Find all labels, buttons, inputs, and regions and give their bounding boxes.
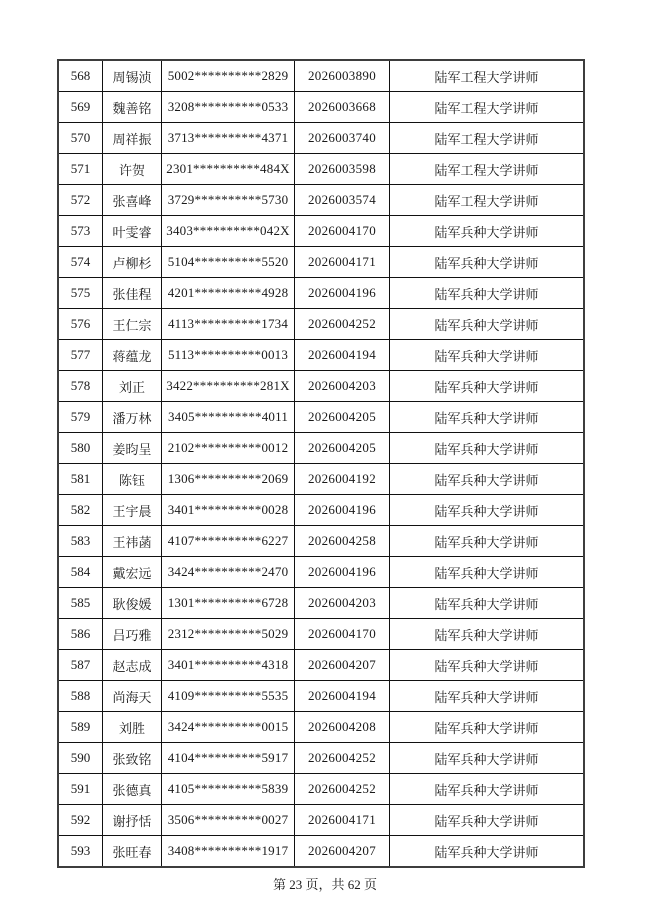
table-row: [58, 92, 584, 123]
cell-id-masked: 3713**********4371: [162, 123, 295, 154]
cell-registration-no: 2026004170: [295, 619, 390, 650]
cell-registration-no: 2026004205: [295, 433, 390, 464]
cell-registration-no: 2026004196: [295, 278, 390, 309]
table-row: [58, 123, 584, 154]
cell-id-masked: 1301**********6728: [162, 588, 295, 619]
cell-name: 潘万林: [103, 402, 162, 433]
cell-id-masked: 2102**********0012: [162, 433, 295, 464]
cell-position: 陆军兵种大学讲师: [390, 836, 585, 868]
cell-index: 576: [58, 309, 103, 340]
cell-index: 568: [58, 60, 103, 92]
cell-registration-no: 2026003598: [295, 154, 390, 185]
cell-position: 陆军兵种大学讲师: [390, 433, 585, 464]
table-row: [58, 278, 584, 309]
cell-index: 587: [58, 650, 103, 681]
cell-position: 陆军兵种大学讲师: [390, 743, 585, 774]
cell-position: 陆军兵种大学讲师: [390, 278, 585, 309]
cell-registration-no: 2026004194: [295, 340, 390, 371]
cell-registration-no: 2026004171: [295, 247, 390, 278]
cell-registration-no: 2026004194: [295, 681, 390, 712]
cell-name: 许贺: [103, 154, 162, 185]
cell-position: 陆军工程大学讲师: [390, 154, 585, 185]
cell-registration-no: 2026003574: [295, 185, 390, 216]
table-row: [58, 154, 584, 185]
table-row: [58, 60, 584, 92]
cell-name: 卢柳杉: [103, 247, 162, 278]
cell-name: 张德真: [103, 774, 162, 805]
cell-registration-no: 2026004207: [295, 836, 390, 868]
cell-name: 张喜峰: [103, 185, 162, 216]
cell-index: 589: [58, 712, 103, 743]
table-row: [58, 743, 584, 774]
cell-name: 周祥振: [103, 123, 162, 154]
cell-id-masked: 3422**********281X: [162, 371, 295, 402]
cell-position: 陆军兵种大学讲师: [390, 309, 585, 340]
cell-name: 尚海天: [103, 681, 162, 712]
table-row: [58, 588, 584, 619]
cell-registration-no: 2026004252: [295, 309, 390, 340]
cell-name: 耿俊媛: [103, 588, 162, 619]
cell-id-masked: 5113**********0013: [162, 340, 295, 371]
cell-id-masked: 4109**********5535: [162, 681, 295, 712]
table-row: [58, 495, 584, 526]
cell-registration-no: 2026004208: [295, 712, 390, 743]
table-row: [58, 557, 584, 588]
cell-registration-no: 2026004207: [295, 650, 390, 681]
cell-name: 魏善铭: [103, 92, 162, 123]
cell-position: 陆军兵种大学讲师: [390, 619, 585, 650]
table-row: [58, 681, 584, 712]
cell-id-masked: 5002**********2829: [162, 60, 295, 92]
cell-registration-no: 2026004170: [295, 216, 390, 247]
cell-position: 陆军工程大学讲师: [390, 92, 585, 123]
cell-registration-no: 2026004258: [295, 526, 390, 557]
cell-name: 张旺春: [103, 836, 162, 868]
cell-id-masked: 3208**********0533: [162, 92, 295, 123]
cell-position: 陆军兵种大学讲师: [390, 495, 585, 526]
cell-index: 590: [58, 743, 103, 774]
table-row: [58, 526, 584, 557]
cell-registration-no: 2026004192: [295, 464, 390, 495]
cell-position: 陆军工程大学讲师: [390, 123, 585, 154]
cell-name: 陈钰: [103, 464, 162, 495]
cell-id-masked: 4201**********4928: [162, 278, 295, 309]
cell-id-masked: 3424**********2470: [162, 557, 295, 588]
cell-name: 刘胜: [103, 712, 162, 743]
table-row: [58, 340, 584, 371]
cell-index: 570: [58, 123, 103, 154]
cell-registration-no: 2026003890: [295, 60, 390, 92]
cell-id-masked: 4104**********5917: [162, 743, 295, 774]
cell-registration-no: 2026003740: [295, 123, 390, 154]
cell-position: 陆军工程大学讲师: [390, 60, 585, 92]
cell-registration-no: 2026004171: [295, 805, 390, 836]
table-row: [58, 371, 584, 402]
cell-id-masked: 2301**********484X: [162, 154, 295, 185]
cell-position: 陆军兵种大学讲师: [390, 588, 585, 619]
table-row: [58, 712, 584, 743]
cell-index: 575: [58, 278, 103, 309]
cell-id-masked: 3408**********1917: [162, 836, 295, 868]
cell-id-masked: 3506**********0027: [162, 805, 295, 836]
cell-index: 574: [58, 247, 103, 278]
cell-index: 588: [58, 681, 103, 712]
cell-registration-no: 2026003668: [295, 92, 390, 123]
cell-name: 周锡浈: [103, 60, 162, 92]
table-row: [58, 464, 584, 495]
cell-id-masked: 4105**********5839: [162, 774, 295, 805]
table-row: [58, 402, 584, 433]
cell-name: 刘正: [103, 371, 162, 402]
cell-index: 573: [58, 216, 103, 247]
cell-position: 陆军兵种大学讲师: [390, 340, 585, 371]
cell-position: 陆军兵种大学讲师: [390, 681, 585, 712]
cell-position: 陆军兵种大学讲师: [390, 464, 585, 495]
cell-id-masked: 3729**********5730: [162, 185, 295, 216]
cell-registration-no: 2026004196: [295, 495, 390, 526]
cell-id-masked: 3401**********0028: [162, 495, 295, 526]
cell-index: 584: [58, 557, 103, 588]
cell-registration-no: 2026004252: [295, 774, 390, 805]
table-row: [58, 619, 584, 650]
cell-name: 赵志成: [103, 650, 162, 681]
applicant-roster-table-wrap: [57, 59, 585, 868]
table-row: [58, 216, 584, 247]
cell-position: 陆军兵种大学讲师: [390, 371, 585, 402]
table-row: [58, 309, 584, 340]
cell-index: 585: [58, 588, 103, 619]
cell-name: 王仁宗: [103, 309, 162, 340]
cell-name: 王祎菡: [103, 526, 162, 557]
page-number-footer: 第 23 页，共 62 页: [272, 877, 377, 892]
cell-index: 572: [58, 185, 103, 216]
cell-position: 陆军兵种大学讲师: [390, 247, 585, 278]
cell-position: 陆军兵种大学讲师: [390, 526, 585, 557]
cell-index: 577: [58, 340, 103, 371]
cell-name: 谢抒恬: [103, 805, 162, 836]
cell-id-masked: 3405**********4011: [162, 402, 295, 433]
cell-index: 583: [58, 526, 103, 557]
table-row: [58, 805, 584, 836]
cell-position: 陆军兵种大学讲师: [390, 650, 585, 681]
cell-id-masked: 2312**********5029: [162, 619, 295, 650]
cell-position: 陆军兵种大学讲师: [390, 216, 585, 247]
cell-id-masked: 3403**********042X: [162, 216, 295, 247]
cell-position: 陆军工程大学讲师: [390, 185, 585, 216]
cell-index: 592: [58, 805, 103, 836]
cell-index: 571: [58, 154, 103, 185]
cell-id-masked: 5104**********5520: [162, 247, 295, 278]
cell-index: 582: [58, 495, 103, 526]
table-row: [58, 185, 584, 216]
applicant-roster-table: [57, 59, 585, 868]
cell-position: 陆军兵种大学讲师: [390, 774, 585, 805]
cell-index: 581: [58, 464, 103, 495]
cell-registration-no: 2026004252: [295, 743, 390, 774]
table-row: [58, 774, 584, 805]
cell-position: 陆军兵种大学讲师: [390, 712, 585, 743]
cell-id-masked: 1306**********2069: [162, 464, 295, 495]
table-row: [58, 247, 584, 278]
cell-name: 吕巧雅: [103, 619, 162, 650]
cell-index: 578: [58, 371, 103, 402]
cell-index: 579: [58, 402, 103, 433]
cell-index: 591: [58, 774, 103, 805]
cell-name: 王宇晨: [103, 495, 162, 526]
table-body: [58, 60, 584, 867]
cell-position: 陆军兵种大学讲师: [390, 557, 585, 588]
cell-registration-no: 2026004203: [295, 588, 390, 619]
cell-id-masked: 4107**********6227: [162, 526, 295, 557]
cell-position: 陆军兵种大学讲师: [390, 402, 585, 433]
cell-position: 陆军兵种大学讲师: [390, 805, 585, 836]
cell-name: 姜昀呈: [103, 433, 162, 464]
cell-name: 蒋蕴龙: [103, 340, 162, 371]
cell-index: 569: [58, 92, 103, 123]
cell-name: 叶雯睿: [103, 216, 162, 247]
cell-registration-no: 2026004196: [295, 557, 390, 588]
cell-registration-no: 2026004205: [295, 402, 390, 433]
cell-name: 张致铭: [103, 743, 162, 774]
cell-id-masked: 4113**********1734: [162, 309, 295, 340]
cell-name: 戴宏远: [103, 557, 162, 588]
table-row: [58, 650, 584, 681]
cell-index: 586: [58, 619, 103, 650]
cell-index: 593: [58, 836, 103, 868]
cell-registration-no: 2026004203: [295, 371, 390, 402]
cell-id-masked: 3424**********0015: [162, 712, 295, 743]
table-row: [58, 433, 584, 464]
cell-id-masked: 3401**********4318: [162, 650, 295, 681]
cell-index: 580: [58, 433, 103, 464]
table-row: [58, 836, 584, 868]
cell-name: 张佳程: [103, 278, 162, 309]
